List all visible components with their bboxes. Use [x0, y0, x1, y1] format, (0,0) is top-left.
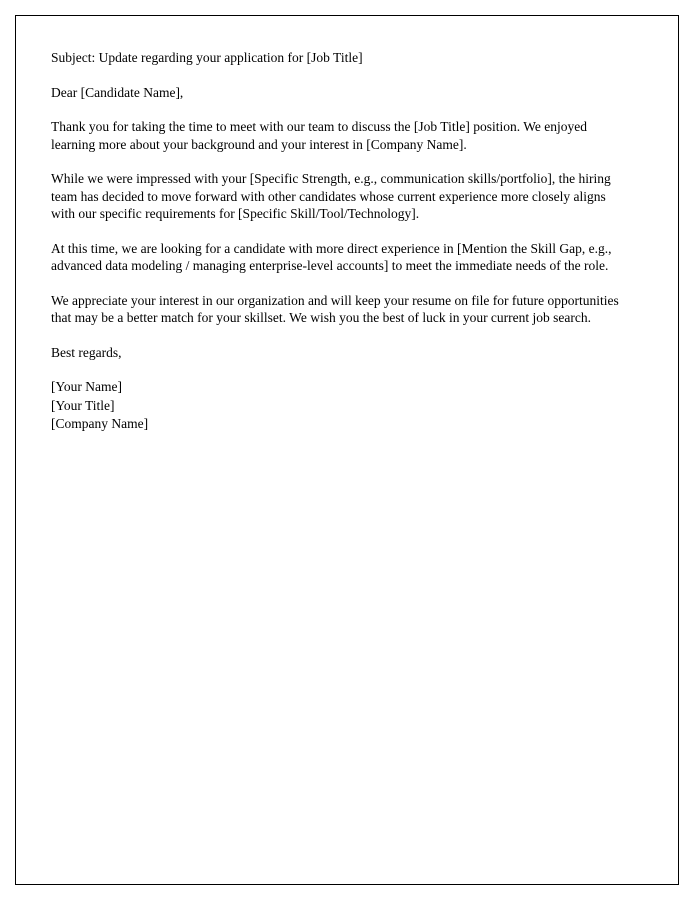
signature-name: [Your Name]	[51, 379, 122, 394]
greeting-line: Dear [Candidate Name],	[51, 84, 184, 100]
closing-line: Best regards,	[51, 344, 122, 360]
signature-company: [Company Name]	[51, 416, 149, 431]
paragraph-thank-you: Thank you for taking the time to meet with our team to discuss the [Job Title] position. We enjoyed learning more about your background and your interest in [Company Name].	[51, 119, 587, 152]
letter-frame	[15, 15, 679, 885]
signature-block	[51, 378, 630, 433]
letter-content	[16, 16, 678, 433]
subject-line: Subject: Update regarding your application for [Job Title]	[51, 50, 363, 65]
paragraph-skill-gap: At this time, we are looking for a candidate with more direct experience in [Mention the Skill Gap, e.g., advanced data modeling / managing enterprise-level accounts] to meet the immediate needs of the role.	[51, 240, 612, 273]
paragraph-decision: While we were impressed with your [Specific Strength, e.g., communication skills/portfolio], the hiring team has decided to move forward with other candidates whose current experience more closely aligns with our specific requirements for [Specific Skill/Tool/Technology].	[51, 171, 611, 221]
paragraph-appreciation: We appreciate your interest in our organization and will keep your resume on file for future opportunities that may be a better match for your skillset. We wish you the best of luck in your current job search.	[51, 292, 619, 325]
signature-title: [Your Title]	[51, 397, 115, 413]
